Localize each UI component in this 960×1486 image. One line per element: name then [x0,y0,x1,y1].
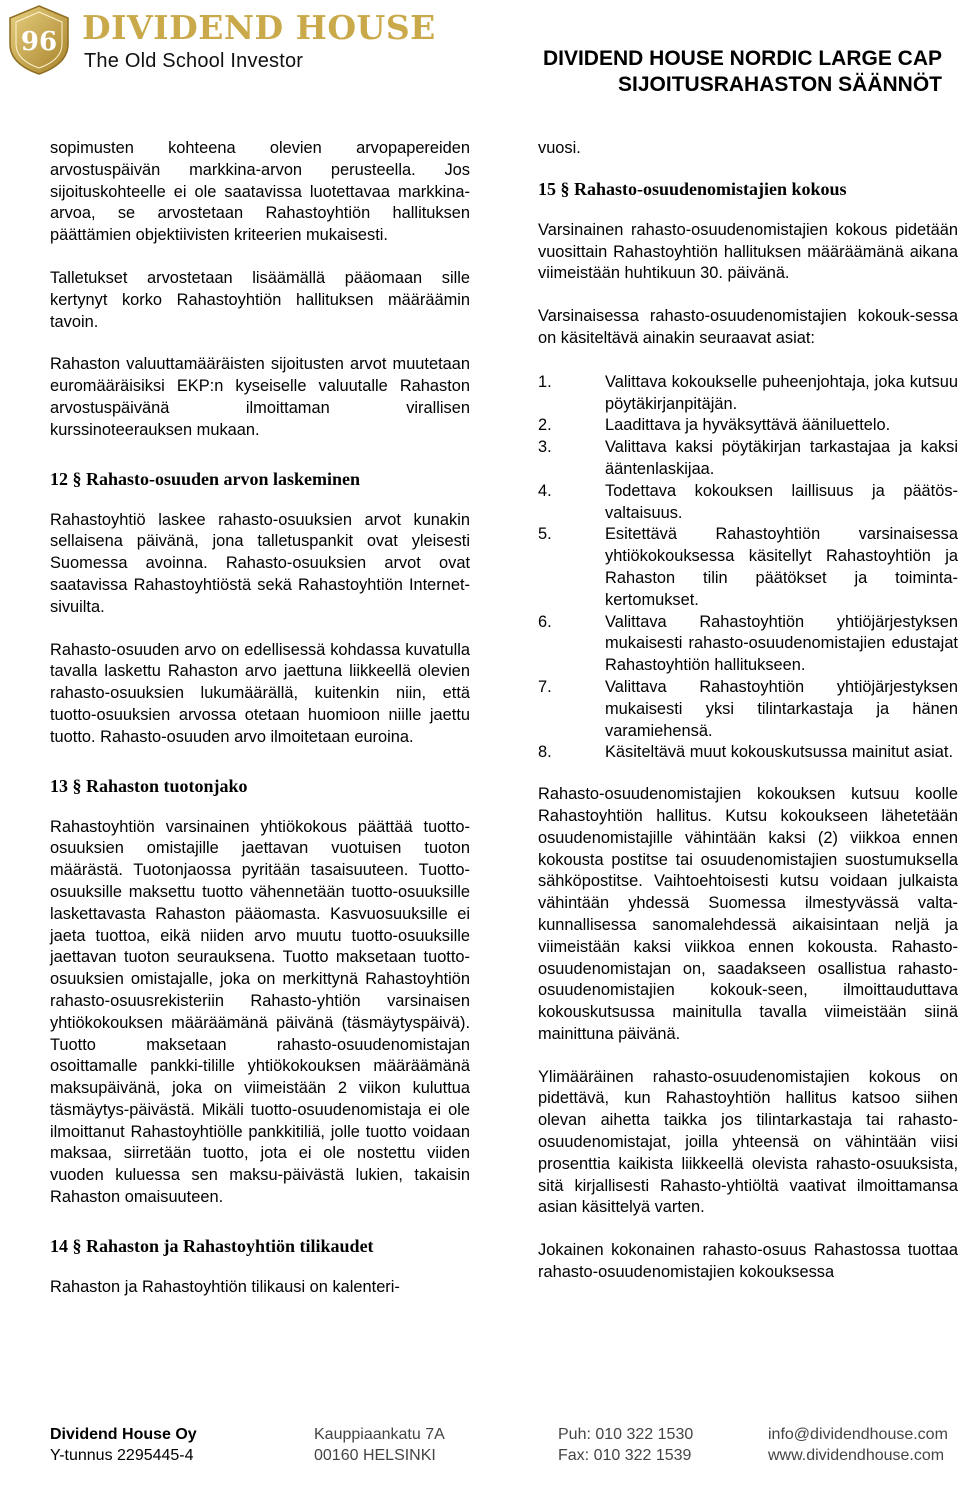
list-item-text: Todettava kokouksen laillisuus ja päätös-valtaisuus. [605,481,958,522]
list-item-number: 3. [538,438,552,457]
paragraph: Jokainen kokonainen rahasto-osuus Rahastossa tuottaa rahasto-osuudenomistajien kokouksessa [538,1241,958,1282]
paragraph: Ylimääräinen rahasto-osuudenomistajien kokous on pidettävä, kun Rahastoyhtiön hallitus katsoo siihen olevan aihetta taikka jos tilintarkastaja tai rahasto-osuudenomistajat, joilla yhteensä on vähintään viisi prosenttia kaikista liikkeellä olevista rahasto-osuuksista, sitä kirjallisesti Rahasto-yhtiöltä vaativat ilmoittamansa asian käsittelyä varten. [538,1067,958,1217]
left-column [50,138,470,1299]
agenda-list [538,372,958,764]
list-item-text: Valittava Rahastoyhtiön yhtiöjärjestyksen mukaisesti yksi tilintarkastaja ja hänen varamiehensä. [605,677,958,740]
section-heading-15: 15 § Rahasto-osuudenomistajien kokous [538,178,847,199]
document-title [543,46,942,98]
company-logo [6,4,436,76]
list-item-text: Laadittava ja hyväksyttävä ääniluettelo. [605,416,891,435]
footer-street: Kauppiaankatu 7A [314,1426,445,1443]
footer-city: 00160 HELSINKI [314,1447,436,1464]
footer-company [50,1424,197,1466]
footer-phone: Puh: 010 322 1530 [558,1426,694,1443]
section-heading-13: 13 § Rahaston tuotonjako [50,775,248,796]
brand-tagline: The Old School Investor [84,50,304,72]
list-item-number: 4. [538,481,552,500]
footer-email-link[interactable]: info@dividendhouse.com [768,1426,948,1443]
paragraph: Varsinainen rahasto-osuudenomistajien kokous pidetään vuosittain Rahastoyhtiön hallituksen määräämänä aikana viimeistään huhtikuun 30. päivänä. [538,220,958,283]
paragraph: Rahasto-osuuden arvo on edellisessä kohdassa kuvatulla tavalla laskettu Rahaston arvo jaettuna liikkeellä olevien rahasto-osuuksien lukumäärällä, kuitenkin niin, että tuotto-osuuksien arvossa otetaan huomioon niille jaettu tuotto. Rahasto-osuuden arvo ilmoitetaan euroina. [50,640,470,746]
paragraph: Rahastoyhtiön varsinainen yhtiökokous päättää tuotto-osuuksien omistajille jaettavan vuotuisen tuoton määrästä. Tuotonjaossa pyritään tasaisuuteen. Tuotto-osuuksille maksettu tuotto vähennetään tuotto-osuuksille laskettavasta Rahaston pääomasta. Kasvuosuuksille ei jaeta tuottoa, eikä niiden arvo muutu tuotto-osuuksille jaettavan tuoton seurauksena. Tuotto maksetaan tuotto-osuuksien omistajalle, joka on merkittynä Rahastoyhtiön rahasto-osuusrekisteriin Rahasto-yhtiön varsinaisen yhtiökokouksen määräämänä päivänä (täsmäytyspäivä). Tuotto maksetaan rahasto-osuudenomistajan osoittamalle pankki-tilille yhtiökokouksen määräämänä maksupäivänä, joka on viimeistään 2 viikon kuluttua täsmäytys-päivästä. Mikäli tuotto-osuudenomistaja ei ole ilmoittanut Rahastoyhtiölle pankkitiliä, jolle tuotto voidaan maksaa, siirretään tuotto, jota ei ole nostettu viiden vuoden kuluessa sen maksu-päivästä lukien, takaisin Rahaston omaisuuteen. [50,817,470,1207]
footer-address [314,1424,445,1466]
document-title-line2: SIJOITUSRAHASTON SÄÄNNÖT [618,73,942,96]
list-item [538,524,958,611]
list-item [538,481,958,525]
footer-company-name: Dividend House Oy [50,1426,197,1443]
list-item-text: Käsiteltävä muut kokouskutsussa mainitut asiat. [605,743,954,762]
paragraph: vuosi. [538,139,581,157]
right-column [538,138,958,1284]
list-item-number: 5. [538,525,552,544]
logo-emblem-icon [6,4,72,76]
list-item-number: 1. [538,372,552,391]
page-footer [50,1424,960,1474]
list-item-text: Valittava kokoukselle puheenjohtaja, joka kutsuu pöytäkirjanpitäjän. [605,372,958,413]
footer-contact [768,1424,948,1466]
section-heading-14: 14 § Rahaston ja Rahastoyhtiön tilikaudet [50,1235,374,1256]
list-item-number: 6. [538,612,552,631]
list-item-number: 7. [538,677,552,696]
section-heading-12: 12 § Rahasto-osuuden arvon laskeminen [50,468,361,489]
footer-business-id: Y-tunnus 2295445-4 [50,1447,194,1464]
paragraph: Rahastoyhtiö laskee rahasto-osuuksien arvot kunakin sellaisena päivänä, jona talletuspankit ovat yleisesti Suomessa avoinna. Rahasto-osuuksien arvot ovat saatavissa Rahastoyhtiöstä sekä Rahastoyhtiön Internet-sivuilta. [50,510,470,616]
list-item [538,612,958,677]
list-item-text: Valittava Rahastoyhtiön yhtiöjärjestyksen mukaisesti rahasto-osuudenomistajien edustajat Rahastoyhtiön hallitukseen. [605,612,958,675]
list-item [538,415,958,437]
paragraph: Rahaston valuuttamääräisten sijoitusten arvot muutetaan euromääräisiksi EKP:n kyseiselle valuutalle Rahaston arvostuspäivänä ilmoittaman virallisen kurssinoteerauksen mukaan. [50,355,470,439]
footer-website-link[interactable]: www.dividendhouse.com [768,1447,945,1464]
list-item [538,677,958,742]
list-item-text: Valittava kaksi pöytäkirjan tarkastajaa ja kaksi ääntenlaskijaa. [605,438,958,478]
list-item-number: 8. [538,743,552,762]
list-item [538,372,958,416]
paragraph: Talletukset arvostetaan lisäämällä pääomaan sille kertynyt korko Rahastoyhtiön hallituksen määräämin tavoin. [50,268,470,331]
brand-name: DIVIDEND HOUSE [82,8,436,47]
svg-text:96: 96 [20,27,58,57]
paragraph: Rahasto-osuudenomistajien kokouksen kutsuu koolle Rahastoyhtiön hallitus. Kutsu kokoukseen lähetetään osuudenomistajille vähintään kaksi (2) viikkoa ennen kokousta postitse tai osuudenomistajien suostumuksella sähköpostitse. Vaihtoehtoisesti kutsu voidaan julkaista vähintään yhdessä Suomessa ilmestyvässä valta-kunnallisessa sanomalehdessä aikaisintaan neljä ja viimeistään kaksi viikkoa ennen kokousta. Rahasto-osuudenomistajan on, saadakseen osallistua rahasto-osuudenomistajien kokouk-seen, ilmoittauduttava kokouskutsussa mainitulla tavalla viimeistään siinä mainittuna päivänä. [538,785,958,1043]
paragraph: Rahaston ja Rahastoyhtiön tilikausi on kalenteri- [50,1277,400,1296]
list-item-number: 2. [538,416,552,435]
paragraph: sopimusten kohteena olevien arvopapereiden arvostuspäivän markkina-arvon perusteella. Jos sijoituskohteelle ei ole saatavissa luotettavaa markkina-arvoa, se arvostetaan Rahastoyhtiön hallituksen päättämien objektiivisten kriteerien mukaisesti. [50,139,470,245]
list-item-text: Esitettävä Rahastoyhtiön varsinaisessa yhtiökokouksessa käsitellyt Rahastoyhtiön ja Rahaston tilin päätökset ja toiminta-kertomukset. [605,525,958,609]
paragraph: Varsinaisessa rahasto-osuudenomistajien kokouk-sessa on käsiteltävä ainakin seuraavat asiat: [538,307,958,347]
footer-fax: Fax: 010 322 1539 [558,1447,692,1464]
footer-phones [558,1424,693,1466]
list-item [538,437,958,481]
document-title-line1: DIVIDEND HOUSE NORDIC LARGE CAP [542,47,942,70]
list-item [538,742,958,764]
